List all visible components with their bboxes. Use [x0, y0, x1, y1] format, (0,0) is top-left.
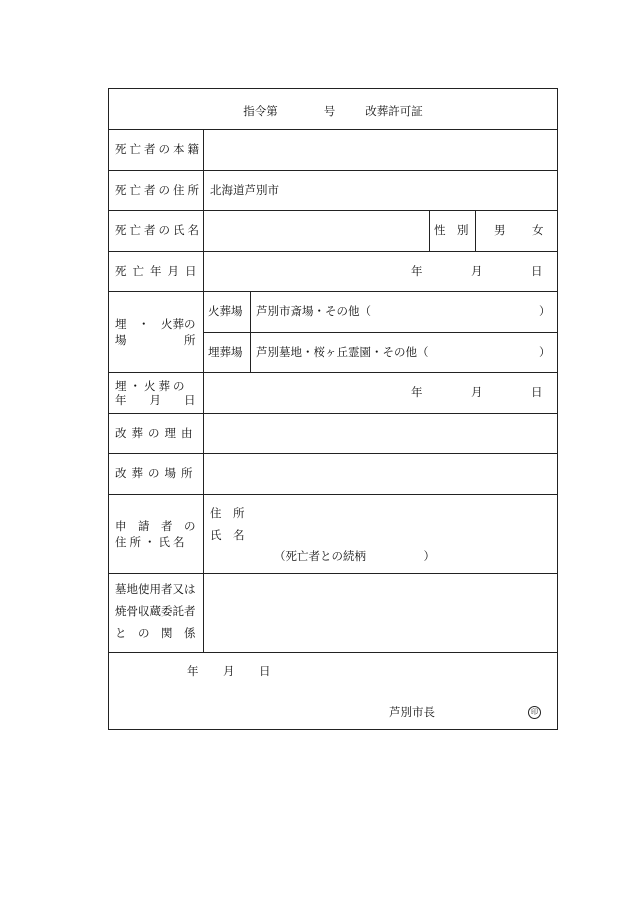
name-label: 死亡者の氏名 — [115, 223, 202, 237]
applicant-relation[interactable]: （死亡者との続柄 ） — [274, 549, 435, 563]
title-permit-name: 改葬許可証 — [365, 104, 423, 118]
crematorium-options[interactable]: 芦別市斎場・その他（ — [256, 304, 371, 318]
burial-date-month[interactable]: 月 — [471, 385, 483, 399]
reburial-permit-form — [108, 88, 558, 730]
cemetery-close-paren: ） — [539, 345, 551, 359]
death-date-label: 死亡年月日 — [115, 264, 203, 278]
relation-label-line1: 墓地使用者又は — [115, 582, 196, 596]
divider — [203, 252, 204, 291]
title-number-suffix: 号 — [323, 104, 336, 118]
burial-place-label-line1: 埋 ・ 火葬の — [115, 317, 196, 331]
burial-date-day[interactable]: 日 — [531, 385, 543, 399]
honseki-field[interactable] — [204, 130, 557, 170]
applicant-address-label[interactable]: 住 所 — [210, 506, 245, 520]
divider — [203, 373, 204, 413]
issue-date-year[interactable]: 年 — [187, 664, 199, 678]
death-date-year[interactable]: 年 — [411, 264, 423, 278]
gender-male-option[interactable]: 男 — [494, 223, 506, 237]
relation-row — [109, 573, 557, 652]
reason-field[interactable] — [204, 414, 557, 453]
relation-label-line3: と の 関 係 — [115, 626, 196, 640]
burial-date-year[interactable]: 年 — [411, 385, 423, 399]
name-field[interactable] — [204, 211, 429, 251]
applicant-label-line2: 住所・氏名 — [115, 535, 188, 549]
address-value[interactable]: 北海道芦別市 — [210, 183, 279, 197]
gender-label: 性 別 — [434, 223, 469, 237]
burial-date-label-line1: 埋・火葬の — [115, 379, 188, 393]
reason-label: 改葬の理由 — [115, 426, 198, 440]
issue-date-month[interactable]: 月 — [223, 664, 235, 678]
relation-field[interactable] — [204, 574, 557, 652]
crematorium-close-paren: ） — [539, 304, 551, 318]
burial-place-label-line2: 場 所 — [115, 333, 196, 347]
reason-row — [109, 413, 557, 453]
issuance-footer — [109, 652, 557, 729]
divider — [475, 211, 476, 251]
reburial-place-field[interactable] — [204, 454, 557, 494]
gender-female-option[interactable]: 女 — [532, 223, 544, 237]
address-row — [109, 170, 557, 210]
death-date-month[interactable]: 月 — [471, 264, 483, 278]
divider — [429, 211, 430, 251]
cemetery-label: 埋葬場 — [208, 345, 243, 359]
applicant-label-line1: 申 請 者 の — [115, 519, 196, 533]
divider — [203, 171, 204, 210]
name-row — [109, 210, 557, 251]
burial-place-row — [109, 291, 557, 372]
death-date-day[interactable]: 日 — [531, 264, 543, 278]
burial-date-label-line2: 年 月 日 — [115, 393, 196, 407]
issue-date-day[interactable]: 日 — [259, 664, 271, 678]
divider — [204, 332, 557, 333]
honseki-label: 死亡者の本籍 — [115, 142, 202, 156]
applicant-row — [109, 494, 557, 573]
seal-mark: 印 — [528, 706, 541, 719]
reburial-place-label: 改葬の場所 — [115, 466, 198, 480]
cemetery-options[interactable]: 芦別墓地・桜ヶ丘霊園・その他（ — [256, 345, 429, 359]
burial-date-row — [109, 372, 557, 413]
honseki-row — [109, 129, 557, 170]
death-date-row — [109, 251, 557, 291]
divider — [203, 495, 204, 573]
form-title — [109, 103, 557, 119]
crematorium-label: 火葬場 — [208, 304, 243, 318]
relation-label-line2: 焼骨収蔵委託者 — [115, 604, 196, 618]
mayor-title: 芦別市長 — [389, 705, 435, 719]
reburial-place-row — [109, 453, 557, 494]
applicant-name-label[interactable]: 氏 名 — [210, 528, 245, 542]
address-label: 死亡者の住所 — [115, 183, 202, 197]
title-order-number-prefix: 指令第 — [243, 104, 278, 118]
